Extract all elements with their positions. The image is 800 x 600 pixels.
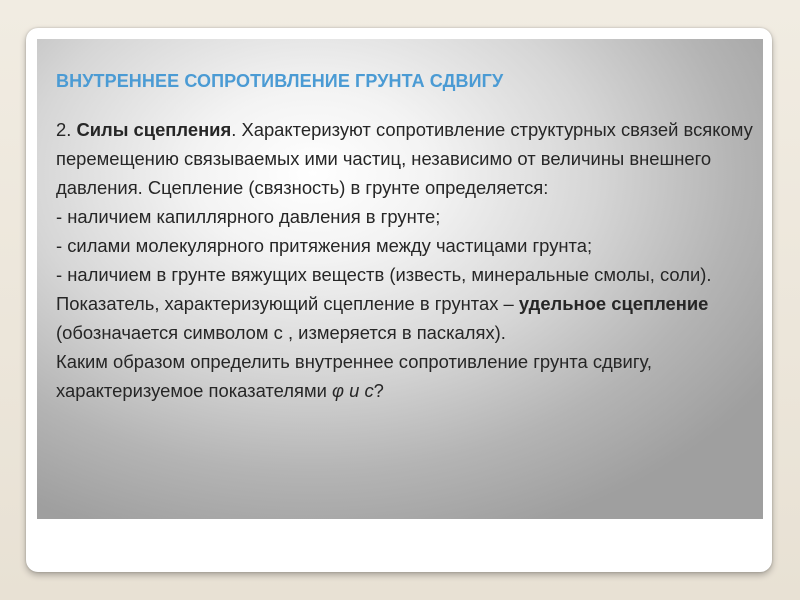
list-item: - силами молекулярного притяжения между частицами грунта;	[56, 235, 593, 256]
paragraph-question	[56, 347, 756, 405]
term-specific-cohesion: удельное сцепление	[518, 293, 709, 314]
paragraph-text: (обозначается символом с , измеряется в паскалях).	[56, 322, 506, 343]
slide-body	[56, 115, 756, 405]
paragraph-text: . Характеризуют сопротивление структурных связей всякому перемещению связываемых ими частиц, независимо от величины внешнего давления. Сцепление (связность) в грунте определяется:	[56, 119, 753, 198]
content-panel	[37, 39, 763, 519]
symbols-phi-c: φ и с	[332, 380, 374, 401]
paragraph-cohesion-forces	[56, 115, 756, 202]
paragraph-text: Каким образом определить внутреннее сопротивление грунта сдвигу, характеризуемое показателями	[56, 351, 652, 401]
slide-card	[26, 28, 772, 572]
term-cohesion-forces: Силы сцепления	[76, 119, 232, 140]
list-item: - наличием в грунте вяжущих веществ (известь, минеральные смолы, соли).	[56, 264, 712, 285]
slide-title: ВНУТРЕННЕЕ СОПРОТИВЛЕНИЕ ГРУНТА СДВИГУ	[56, 71, 504, 91]
paragraph-text: Показатель, характеризующий сцепление в грунтах –	[56, 293, 519, 314]
paragraph-text: ?	[373, 380, 384, 401]
paragraph-number: 2.	[56, 119, 77, 140]
list-item: - наличием капиллярного давления в грунте;	[56, 206, 441, 227]
paragraph-specific-cohesion	[56, 289, 756, 347]
